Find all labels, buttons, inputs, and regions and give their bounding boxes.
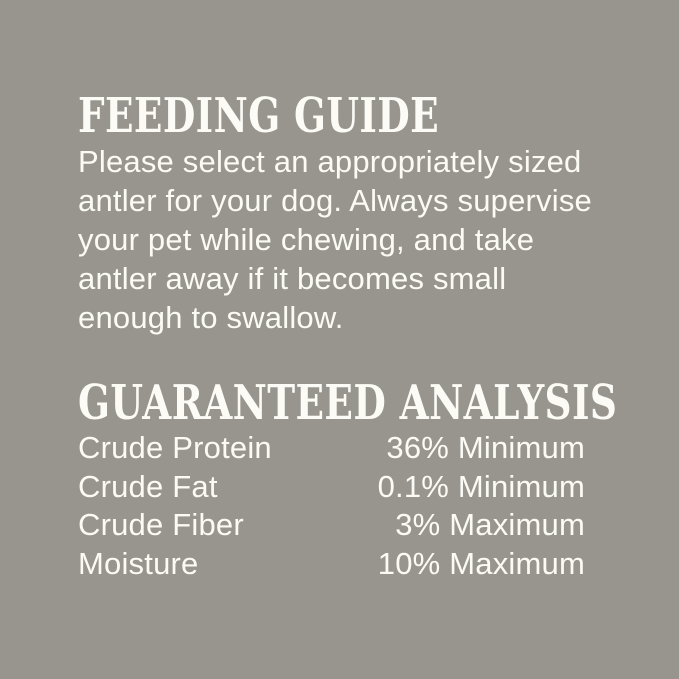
feeding-guide-line: your pet while chewing, and take	[78, 222, 535, 257]
feeding-guide-line: Please select an appropriately sized	[78, 144, 582, 179]
analysis-value: 36% Minimum	[386, 430, 585, 465]
analysis-value: 0.1% Minimum	[377, 468, 585, 504]
feeding-guide-paragraph	[78, 142, 592, 337]
table-row	[78, 506, 589, 545]
guaranteed-analysis-title: GUARANTEED ANALYSIS	[78, 375, 618, 431]
analysis-label: Crude Fiber	[78, 507, 244, 543]
analysis-label: Crude Fat	[78, 468, 218, 504]
analysis-label: Moisture	[78, 546, 199, 582]
feeding-guide-title: FEEDING GUIDE	[78, 88, 440, 144]
analysis-value: 3% Maximum	[395, 507, 585, 543]
analysis-label: Crude Protein	[78, 430, 272, 465]
feeding-guide-line: enough to swallow.	[78, 300, 344, 335]
table-row	[78, 468, 589, 507]
table-row	[78, 429, 589, 468]
feeding-guide-line: antler for your dog. Always supervise	[78, 183, 592, 218]
table-row	[78, 545, 589, 584]
guaranteed-analysis-table	[78, 429, 589, 584]
analysis-value: 10% Maximum	[377, 546, 585, 582]
feeding-guide-line: antler away if it becomes small	[78, 261, 507, 296]
